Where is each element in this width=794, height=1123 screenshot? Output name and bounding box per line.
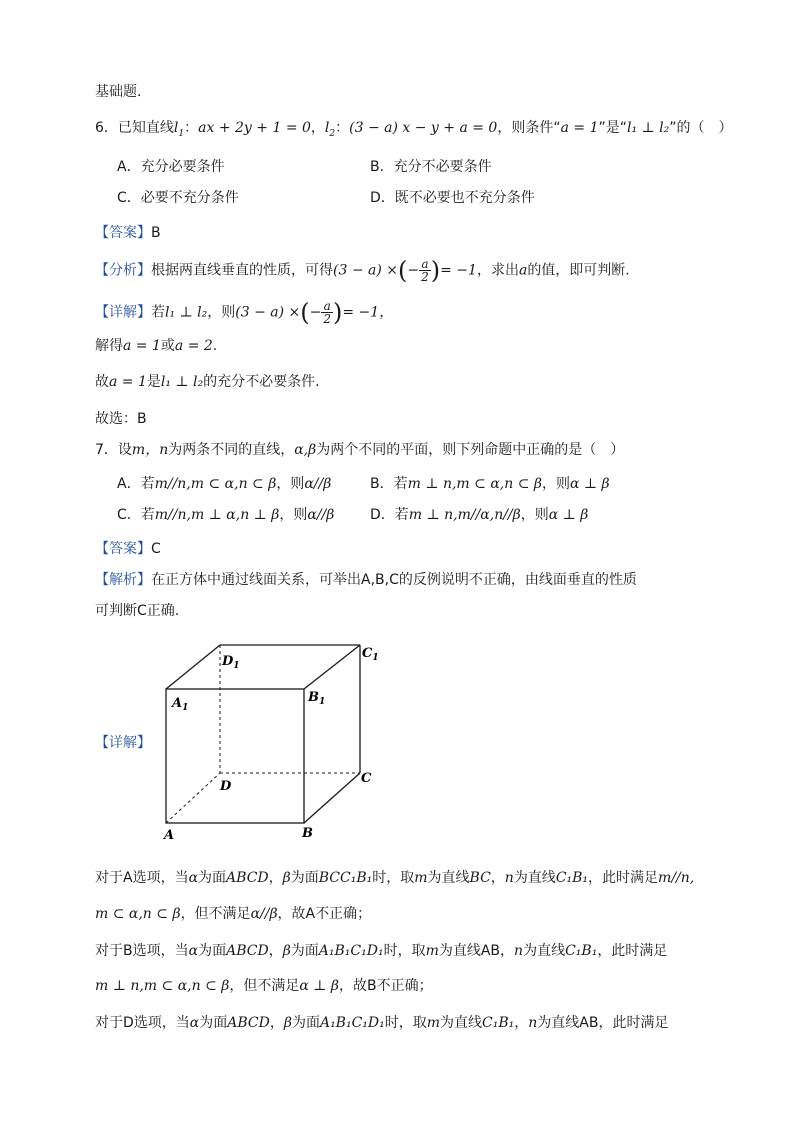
text: B．若 — [370, 476, 408, 492]
analysis-tag: 【分析】 — [95, 262, 151, 279]
text: m ⊥ n,m ⊂ α,n ⊂ β — [95, 978, 230, 994]
text: 或 — [160, 338, 175, 354]
text: 为直线 — [523, 943, 566, 959]
text: 为直线 — [427, 870, 470, 886]
text: 1 — [233, 661, 240, 671]
fraction — [419, 258, 431, 283]
math: l₁ ⊥ l₂ — [165, 304, 208, 321]
fraction-denominator: 2 — [421, 270, 429, 284]
edge-a1d1 — [166, 645, 220, 689]
question-7-stem — [95, 440, 624, 460]
text: 为直线AB，此时满足 — [537, 1015, 669, 1031]
text: C．必要不充分条件 — [117, 190, 239, 206]
text: ，故B不正确； — [339, 978, 433, 994]
detail-line: 【详解】若l₁ ⊥ l₂，则(3 − a) ×(− $\frac{a}{2}$ )= −1， — [95, 298, 394, 327]
choice-line — [95, 409, 147, 429]
label-c: C — [361, 771, 372, 786]
text: 为直线 — [513, 870, 556, 886]
edge-bc — [304, 773, 360, 823]
math: α,β — [294, 442, 317, 458]
text: ，故A不正确； — [277, 906, 372, 922]
label-c1 — [362, 646, 379, 663]
math: α//β — [307, 507, 335, 523]
label-a1 — [170, 696, 188, 713]
label-d: D — [220, 779, 232, 794]
text: C₁B₁ — [555, 870, 589, 886]
text: n — [504, 870, 514, 886]
text: ，此时满足 — [588, 870, 659, 886]
text: A₁B₁C₁D₁ — [318, 943, 384, 959]
detail-tag-line — [95, 733, 151, 753]
math: m ⊥ n,m//α,n//β — [408, 507, 521, 523]
paren: ) — [333, 298, 343, 327]
text: 的充分不必要条件. — [203, 374, 320, 390]
math: m//n,m ⊂ α,n ⊂ β — [154, 476, 277, 492]
text: 为面 — [291, 1015, 320, 1031]
math: a = 1 — [123, 338, 161, 354]
cube-figure — [150, 635, 390, 850]
text: BC — [469, 870, 491, 886]
text: ，则 — [276, 476, 305, 492]
text: 为面 — [198, 943, 227, 959]
answer-tag: 【答案】 — [95, 541, 151, 557]
text: D．既不必要也不充分条件 — [370, 190, 535, 206]
label-a: A — [164, 828, 175, 843]
solution-line — [95, 336, 217, 356]
text: β — [282, 870, 291, 886]
text: . — [212, 338, 218, 354]
text: ， — [310, 120, 325, 136]
math: l₁ ⊥ l₂ — [160, 374, 204, 390]
text: ”的（ ） — [669, 120, 733, 136]
text: 若 — [151, 304, 165, 321]
fraction — [321, 300, 333, 325]
label-b1 — [307, 690, 325, 707]
text: ，则 — [279, 507, 308, 523]
text: A₁B₁C₁D₁ — [319, 1015, 385, 1031]
fraction-numerator: a — [419, 258, 431, 271]
text: BCC₁B₁ — [318, 870, 373, 886]
text: ，则 — [541, 476, 570, 492]
text: 为面 — [199, 1015, 228, 1031]
text: β — [282, 943, 291, 959]
math: m ⊥ n,m ⊂ α,n ⊂ β — [407, 476, 542, 492]
paren: ( — [300, 298, 310, 327]
text: 为两条不同的直线， — [168, 442, 295, 458]
text: ABCD — [227, 1015, 270, 1031]
text: ， — [514, 1015, 529, 1031]
text: 为面 — [198, 870, 227, 886]
text: 7．设 — [95, 442, 132, 458]
explanation-tag: 【解析】 — [95, 572, 151, 588]
text: n — [514, 943, 524, 959]
text: 时，取 — [383, 943, 426, 959]
text: 在正方体中通过线面关系，可举出A,B,C的反例说明不正确，由线面垂直的性质 — [151, 572, 637, 588]
math: = −1 — [440, 262, 477, 279]
text: C — [362, 646, 373, 661]
math: 1 — [178, 128, 185, 139]
paragraph-d-line1 — [95, 1013, 668, 1033]
text: A — [172, 696, 183, 711]
analysis-line: 【分析】根据两直线垂直的性质，可得(3 − a) ×(− $\frac{a}{2}$ )= −1，求出a的值，即可判断. — [95, 256, 630, 285]
text: ： — [335, 120, 350, 136]
text: 时，取 — [372, 870, 415, 886]
text: D — [222, 654, 234, 669]
math: m//n,m ⊥ α,n ⊥ β — [154, 507, 280, 523]
math: (3 − a) × — [333, 262, 398, 279]
text: 基础题． — [95, 84, 151, 100]
text: ， — [490, 870, 505, 886]
text: 解得 — [95, 338, 123, 354]
text: β — [283, 1015, 292, 1031]
text: ，此时满足 — [597, 943, 668, 959]
text: ， — [269, 1015, 284, 1031]
detail-tag: 【详解】 — [95, 735, 151, 751]
text: α — [188, 870, 199, 886]
option-b — [370, 474, 610, 494]
math: l — [173, 120, 179, 136]
text: 为面 — [290, 870, 319, 886]
explanation-line — [95, 570, 637, 590]
text: A．若 — [117, 476, 155, 492]
conclusion-line — [95, 372, 320, 392]
question-6-stem — [95, 118, 733, 144]
math: l — [324, 120, 330, 136]
text: 故选：B — [95, 411, 147, 427]
explanation-line — [95, 601, 179, 621]
text: 为两个不同的平面，则下列命题中正确的是（ ） — [316, 442, 625, 458]
text: ，则条件“ — [497, 120, 561, 136]
text: 是 — [146, 374, 161, 390]
text: 时，取 — [384, 1015, 427, 1031]
text: ABCD — [226, 870, 269, 886]
answer-line — [95, 539, 161, 559]
label-b: B — [302, 826, 313, 841]
math: a = 1 — [109, 374, 147, 390]
text: B — [308, 690, 319, 705]
answer-line — [95, 223, 161, 243]
text: B．充分不必要条件 — [370, 159, 492, 175]
answer-tag: 【答案】 — [95, 225, 151, 241]
option-d — [370, 505, 588, 525]
text: 对于A选项，当 — [95, 870, 189, 886]
text: A．充分必要条件 — [117, 159, 225, 175]
option-a — [117, 157, 225, 177]
text: ，但不满足 — [229, 978, 300, 994]
math: a — [518, 262, 528, 279]
text: 6．已知直线 — [95, 120, 174, 136]
text: 为直线AB， — [438, 943, 515, 959]
text: ， — [268, 943, 283, 959]
edge-b1c1 — [304, 645, 360, 689]
text: C．若 — [117, 507, 155, 523]
math: 2 — [329, 128, 336, 139]
text: D．若 — [370, 507, 409, 523]
math: (3 − a) x − y + a = 0 — [349, 120, 498, 136]
text: 的值，即可判断. — [527, 262, 630, 279]
paren: ( — [398, 256, 408, 285]
text: m ⊂ α,n ⊂ β — [95, 906, 181, 922]
text: α — [188, 943, 199, 959]
text: 为直线 — [440, 1015, 483, 1031]
option-c — [117, 188, 239, 208]
text: ， — [268, 870, 283, 886]
text: 对于B选项，当 — [95, 943, 189, 959]
math: (3 − a) × — [235, 304, 301, 321]
math: α ⊥ β — [548, 507, 589, 523]
paragraph-b-line1 — [95, 941, 667, 961]
math: α ⊥ β — [569, 476, 610, 492]
text: ”是“ — [598, 120, 628, 136]
fraction-denominator: 2 — [323, 312, 331, 326]
hidden-edge-ad — [166, 773, 220, 823]
detail-tag: 【详解】 — [95, 304, 151, 321]
answer-value: B — [151, 225, 161, 241]
math: = −1， — [342, 304, 394, 321]
text: C₁B₁ — [565, 943, 598, 959]
math: a = 2 — [174, 338, 213, 354]
text: ，求出 — [476, 262, 519, 279]
text: m — [425, 943, 439, 959]
paragraph-a-line1 — [95, 868, 694, 888]
math: l₁ ⊥ l₂ — [627, 120, 670, 136]
text: m//n, — [658, 870, 695, 886]
text: C₁B₁ — [482, 1015, 515, 1031]
math: m，n — [131, 442, 169, 458]
text: 根据两直线垂直的性质，可得 — [151, 262, 333, 279]
text: 为面 — [290, 943, 319, 959]
paragraph-a-line2 — [95, 904, 371, 924]
answer-value: C — [151, 541, 161, 557]
option-b — [370, 157, 492, 177]
text: ，则 — [520, 507, 549, 523]
option-a — [117, 474, 331, 494]
fraction-numerator: a — [321, 300, 333, 313]
text: m — [414, 870, 428, 886]
option-d — [370, 188, 535, 208]
text: α ⊥ β — [299, 978, 339, 994]
text: m — [426, 1015, 441, 1031]
text: ABCD — [226, 943, 269, 959]
text: 1 — [319, 697, 326, 707]
text-line — [95, 82, 151, 102]
text: ，但不满足 — [180, 906, 251, 922]
math: a = 1 — [560, 120, 599, 136]
paragraph-b-line2 — [95, 976, 433, 996]
text: 可判断C正确. — [95, 603, 180, 619]
text: ，则 — [207, 304, 236, 321]
text: α//β — [250, 906, 278, 922]
text: 对于D选项，当 — [95, 1015, 190, 1031]
math: α//β — [304, 476, 332, 492]
option-c — [117, 505, 334, 525]
math: ax + 2y + 1 = 0 — [198, 120, 311, 136]
text: 1 — [182, 703, 189, 713]
text: 1 — [372, 653, 379, 663]
label-d1 — [221, 654, 240, 671]
text: n — [528, 1015, 538, 1031]
text: α — [189, 1015, 200, 1031]
text: 故 — [95, 374, 109, 390]
paren: ) — [430, 256, 441, 285]
text: ： — [184, 120, 199, 136]
